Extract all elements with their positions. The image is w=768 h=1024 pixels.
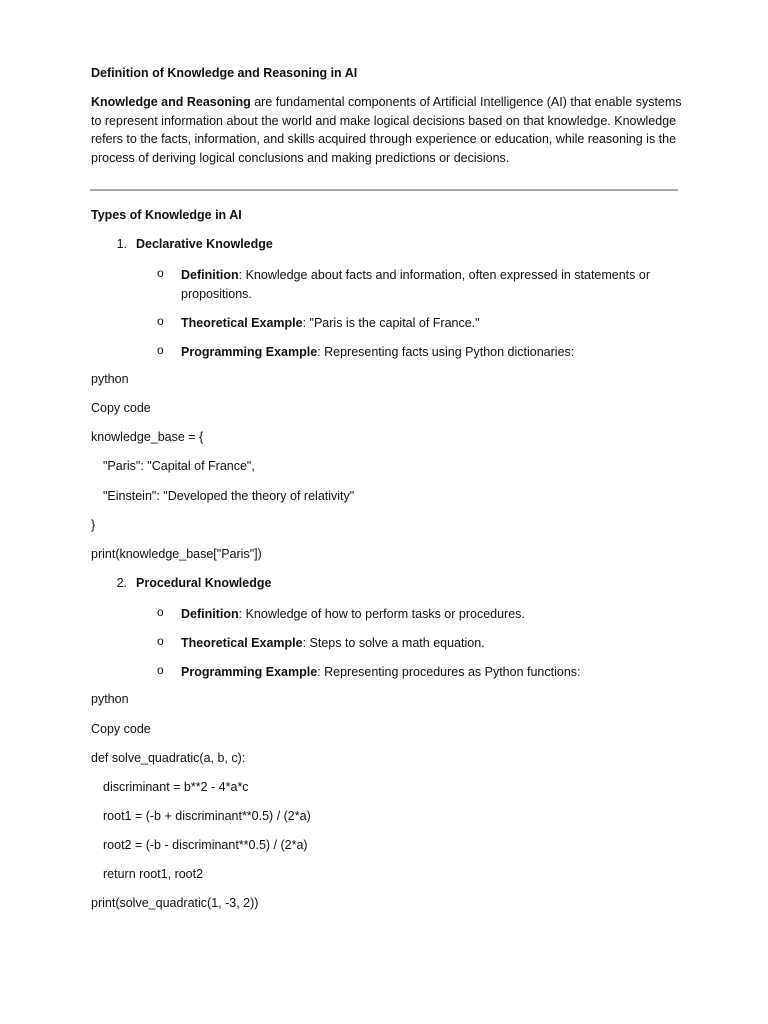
code-line: "Einstein": "Developed the theory of relativity" — [103, 489, 355, 503]
code-line: } — [91, 518, 96, 532]
code-line: "Paris": "Capital of France", — [103, 459, 255, 473]
bullet-text: : Knowledge of how to perform tasks or procedures. — [238, 607, 525, 621]
bullet-definition — [181, 266, 681, 304]
bullet-text: : Representing procedures as Python functions: — [317, 665, 581, 679]
code-line: def solve_quadratic(a, b, c): — [91, 751, 246, 765]
code-line: print(knowledge_base["Paris"]) — [91, 547, 262, 561]
code-line: discriminant = b**2 - 4*a*c — [103, 780, 249, 794]
bullet-label: Programming Example — [181, 665, 318, 679]
code-language-label: python — [91, 372, 129, 386]
copy-code-button[interactable]: Copy code — [91, 401, 151, 415]
list-item-heading: Procedural Knowledge — [136, 576, 272, 590]
bullet-label: Definition — [181, 268, 239, 282]
bullet-label: Theoretical Example — [181, 636, 303, 650]
bullet-programming-example — [181, 663, 681, 682]
bullet-circle-icon: o — [157, 343, 164, 357]
code-line: root2 = (-b - discriminant**0.5) / (2*a) — [103, 838, 308, 852]
bullet-circle-icon: o — [157, 663, 164, 677]
list-item-heading: Declarative Knowledge — [136, 237, 273, 251]
code-line: return root1, root2 — [103, 867, 204, 881]
bullet-label: Programming Example — [181, 345, 318, 359]
bullet-text: : Steps to solve a math equation. — [302, 636, 485, 650]
section-title: Types of Knowledge in AI — [91, 208, 242, 222]
list-number: 1. — [116, 237, 127, 251]
bullet-theoretical-example — [181, 314, 681, 333]
intro-text: are fundamental components of Artificial Intelligence (AI) that enable systems to represent information about the world and make logical decisions based on that knowledge. Knowledge refers to the facts, information, and skills acquired through experience or education, while reasoning is the process of deriving logical conclusions and making predictions or decisions. — [91, 95, 682, 165]
intro-bold-lead: Knowledge and Reasoning — [91, 95, 251, 109]
bullet-programming-example — [181, 343, 681, 362]
copy-code-button[interactable]: Copy code — [91, 722, 151, 736]
bullet-text: : Representing facts using Python dictionaries: — [317, 345, 575, 359]
bullet-definition — [181, 605, 681, 624]
bullet-label: Theoretical Example — [181, 316, 303, 330]
intro-paragraph — [91, 93, 691, 167]
list-number: 2. — [116, 576, 127, 590]
bullet-circle-icon: o — [157, 266, 164, 280]
code-line: knowledge_base = { — [91, 430, 204, 444]
page-title: Definition of Knowledge and Reasoning in AI — [91, 66, 358, 80]
code-language-label: python — [91, 692, 129, 706]
bullet-circle-icon: o — [157, 314, 164, 328]
code-line: root1 = (-b + discriminant**0.5) / (2*a) — [103, 809, 311, 823]
horizontal-rule — [90, 189, 678, 191]
bullet-circle-icon: o — [157, 605, 164, 619]
bullet-text: : Knowledge about facts and information, often expressed in statements or propositions. — [181, 268, 650, 301]
code-line: print(solve_quadratic(1, -3, 2)) — [91, 896, 259, 910]
bullet-label: Definition — [181, 607, 239, 621]
bullet-text: : "Paris is the capital of France." — [302, 316, 480, 330]
bullet-circle-icon: o — [157, 634, 164, 648]
bullet-theoretical-example — [181, 634, 681, 653]
